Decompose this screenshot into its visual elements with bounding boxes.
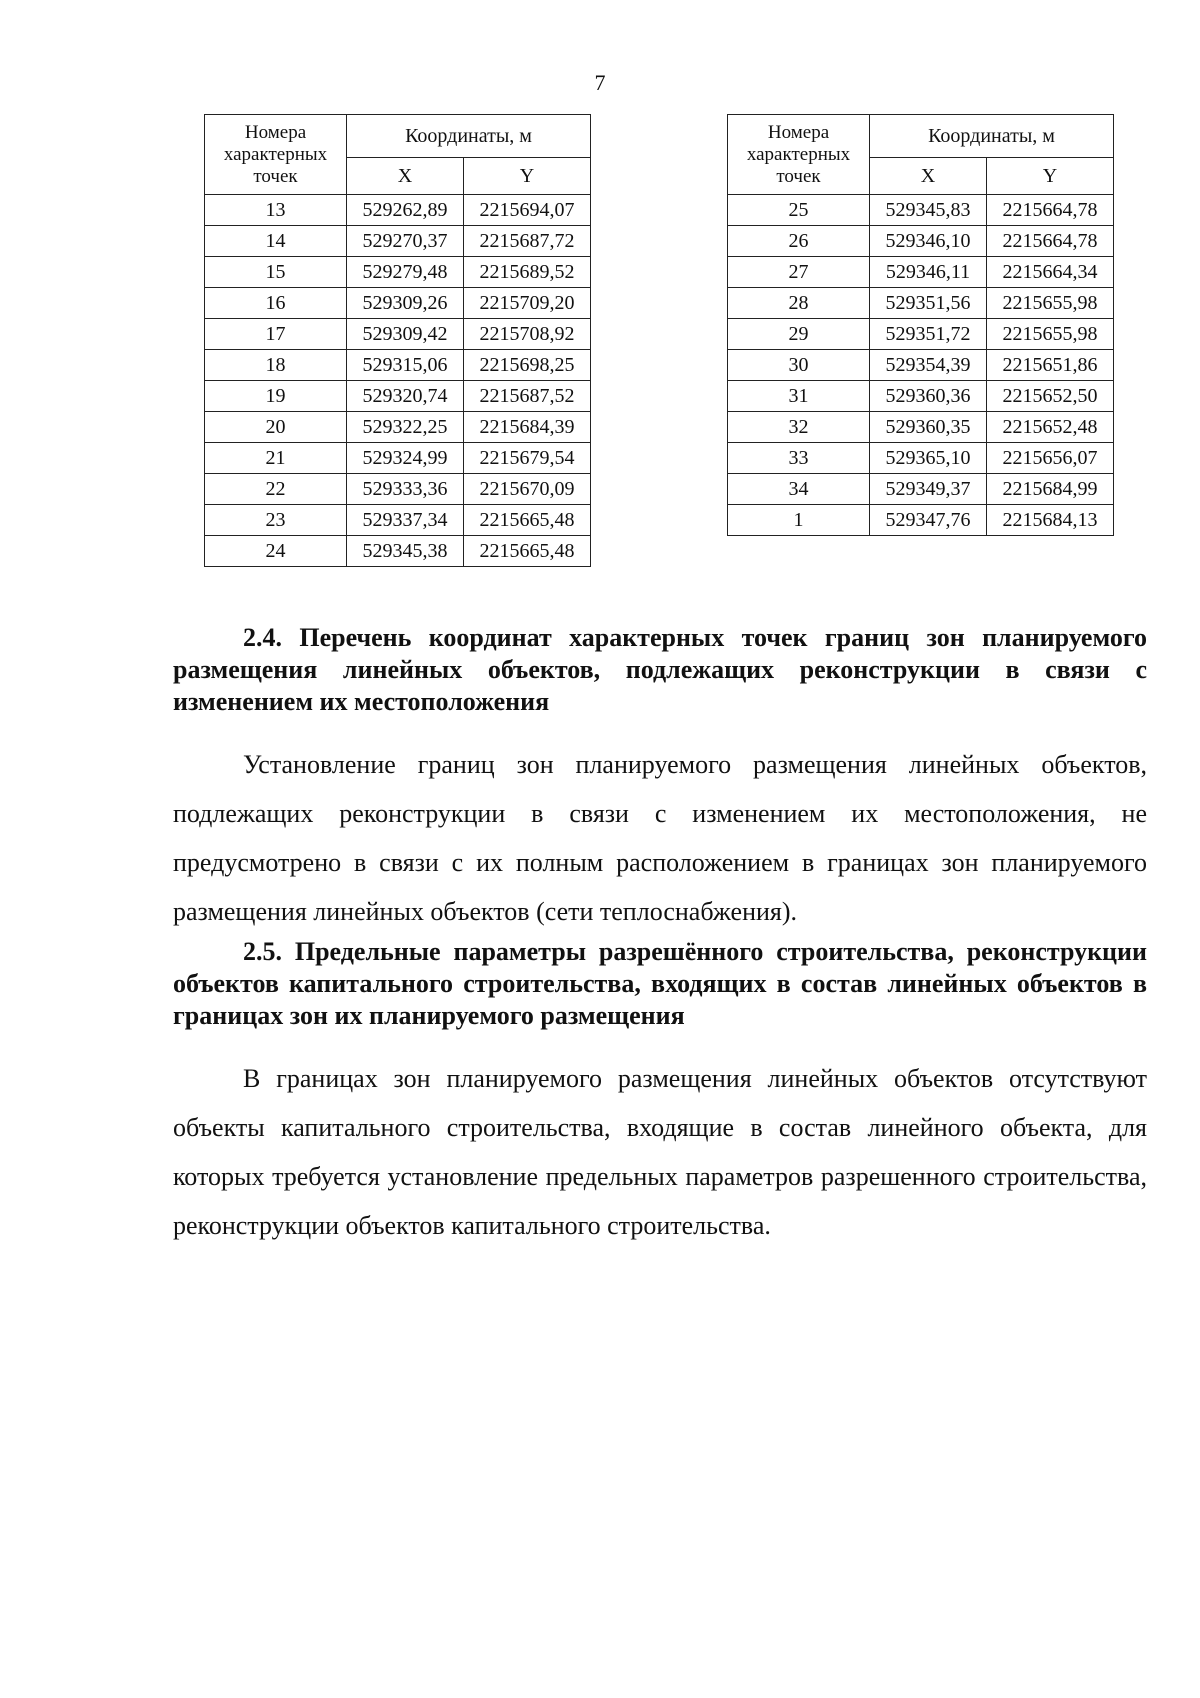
x-column-header: X	[870, 158, 987, 195]
x-coordinate-cell: 529320,74	[347, 381, 464, 412]
point-number-cell: 22	[205, 474, 347, 505]
coordinates-table-left	[204, 114, 591, 567]
point-number-cell: 15	[205, 257, 347, 288]
x-coordinate-cell: 529322,25	[347, 412, 464, 443]
table-row	[728, 412, 1114, 443]
y-coordinate-cell: 2215655,98	[987, 319, 1114, 350]
table-row	[205, 381, 591, 412]
point-number-cell: 32	[728, 412, 870, 443]
table-row	[205, 257, 591, 288]
point-number-cell: 24	[205, 536, 347, 567]
y-coordinate-cell: 2215652,48	[987, 412, 1114, 443]
x-column-header: X	[347, 158, 464, 195]
point-number-cell: 27	[728, 257, 870, 288]
x-coordinate-cell: 529309,42	[347, 319, 464, 350]
x-coordinate-cell: 529345,38	[347, 536, 464, 567]
x-coordinate-cell: 529337,34	[347, 505, 464, 536]
point-number-cell: 17	[205, 319, 347, 350]
table-row	[728, 257, 1114, 288]
page-number: 7	[594, 70, 606, 95]
table-row	[205, 412, 591, 443]
point-number-cell: 30	[728, 350, 870, 381]
x-coordinate-cell: 529351,72	[870, 319, 987, 350]
table-row	[205, 319, 591, 350]
x-coordinate-cell: 529315,06	[347, 350, 464, 381]
x-coordinate-cell: 529262,89	[347, 195, 464, 226]
table-row	[205, 536, 591, 567]
x-coordinate-cell: 529365,10	[870, 443, 987, 474]
y-coordinate-cell: 2215664,34	[987, 257, 1114, 288]
y-coordinate-cell: 2215664,78	[987, 226, 1114, 257]
x-coordinate-cell: 529351,56	[870, 288, 987, 319]
x-coordinate-cell: 529279,48	[347, 257, 464, 288]
x-coordinate-cell: 529360,35	[870, 412, 987, 443]
x-coordinate-cell: 529346,10	[870, 226, 987, 257]
y-coordinate-cell: 2215687,52	[464, 381, 591, 412]
coordinates-column-header: Координаты, м	[347, 115, 591, 158]
x-coordinate-cell: 529347,76	[870, 505, 987, 536]
table-row	[728, 381, 1114, 412]
x-coordinate-cell: 529354,39	[870, 350, 987, 381]
point-number-cell: 18	[205, 350, 347, 381]
point-number-cell: 28	[728, 288, 870, 319]
x-coordinate-cell: 529345,83	[870, 195, 987, 226]
point-number-cell: 20	[205, 412, 347, 443]
table-row	[205, 350, 591, 381]
x-coordinate-cell: 529333,36	[347, 474, 464, 505]
point-number-cell: 19	[205, 381, 347, 412]
points-column-header: Номера характерных точек	[728, 115, 870, 195]
y-coordinate-cell: 2215684,39	[464, 412, 591, 443]
point-number-cell: 31	[728, 381, 870, 412]
x-coordinate-cell: 529346,11	[870, 257, 987, 288]
table-row	[728, 474, 1114, 505]
y-coordinate-cell: 2215652,50	[987, 381, 1114, 412]
coordinates-table-right	[727, 114, 1114, 536]
table-row	[205, 195, 591, 226]
point-number-cell: 13	[205, 195, 347, 226]
y-coordinate-cell: 2215665,48	[464, 536, 591, 567]
section-2-4-heading: 2.4. Перечень координат характерных точек границ зон планируемого размещения линейных объектов, подлежащих реконструкции в связи с изменением их местоположения	[173, 623, 1147, 716]
x-coordinate-cell: 529324,99	[347, 443, 464, 474]
section-2-5-heading: 2.5. Предельные параметры разрешённого строительства, реконструкции объектов капитального строительства, входящих в состав линейных объектов в границах зон их планируемого размещения	[173, 937, 1147, 1030]
point-number-cell: 16	[205, 288, 347, 319]
y-coordinate-cell: 2215708,92	[464, 319, 591, 350]
y-coordinate-cell: 2215689,52	[464, 257, 591, 288]
table-row	[205, 505, 591, 536]
y-coordinate-cell: 2215709,20	[464, 288, 591, 319]
table-row	[205, 443, 591, 474]
point-number-cell: 1	[728, 505, 870, 536]
table-row	[728, 505, 1114, 536]
point-number-cell: 21	[205, 443, 347, 474]
y-coordinate-cell: 2215655,98	[987, 288, 1114, 319]
x-coordinate-cell: 529270,37	[347, 226, 464, 257]
point-number-cell: 26	[728, 226, 870, 257]
y-coordinate-cell: 2215684,99	[987, 474, 1114, 505]
point-number-cell: 34	[728, 474, 870, 505]
document-body	[173, 622, 1147, 1250]
table-row	[728, 288, 1114, 319]
y-coordinate-cell: 2215698,25	[464, 350, 591, 381]
point-number-cell: 33	[728, 443, 870, 474]
coordinates-column-header: Координаты, м	[870, 115, 1114, 158]
y-coordinate-cell: 2215679,54	[464, 443, 591, 474]
points-column-header: Номера характерных точек	[205, 115, 347, 195]
y-coordinate-cell: 2215656,07	[987, 443, 1114, 474]
y-coordinate-cell: 2215687,72	[464, 226, 591, 257]
y-coordinate-cell: 2215684,13	[987, 505, 1114, 536]
x-coordinate-cell: 529349,37	[870, 474, 987, 505]
table-row	[205, 474, 591, 505]
table-row	[728, 195, 1114, 226]
point-number-cell: 23	[205, 505, 347, 536]
table-row	[728, 443, 1114, 474]
y-coordinate-cell: 2215665,48	[464, 505, 591, 536]
x-coordinate-cell: 529309,26	[347, 288, 464, 319]
y-coordinate-cell: 2215694,07	[464, 195, 591, 226]
point-number-cell: 14	[205, 226, 347, 257]
table-row	[205, 288, 591, 319]
y-coordinate-cell: 2215664,78	[987, 195, 1114, 226]
section-2-5-text: В границах зон планируемого размещения линейных объектов отсутствуют объекты капитального строительства, входящие в состав линейного объекта, для которых требуется установление предельных параметров разрешенного строительства, реконструкции объектов капитального строительства.	[173, 1064, 1147, 1240]
point-number-cell: 29	[728, 319, 870, 350]
x-coordinate-cell: 529360,36	[870, 381, 987, 412]
section-2-4-text: Установление границ зон планируемого размещения линейных объектов, подлежащих реконструкции в связи с изменением их местоположения, не предусмотрено в связи с их полным расположением в границах зон планируемого размещения линейных объектов (сети теплоснабжения).	[173, 750, 1147, 926]
table-row	[728, 226, 1114, 257]
point-number-cell: 25	[728, 195, 870, 226]
table-row	[205, 226, 591, 257]
y-coordinate-cell: 2215651,86	[987, 350, 1114, 381]
table-row	[728, 350, 1114, 381]
y-column-header: Y	[987, 158, 1114, 195]
y-column-header: Y	[464, 158, 591, 195]
y-coordinate-cell: 2215670,09	[464, 474, 591, 505]
table-row	[728, 319, 1114, 350]
